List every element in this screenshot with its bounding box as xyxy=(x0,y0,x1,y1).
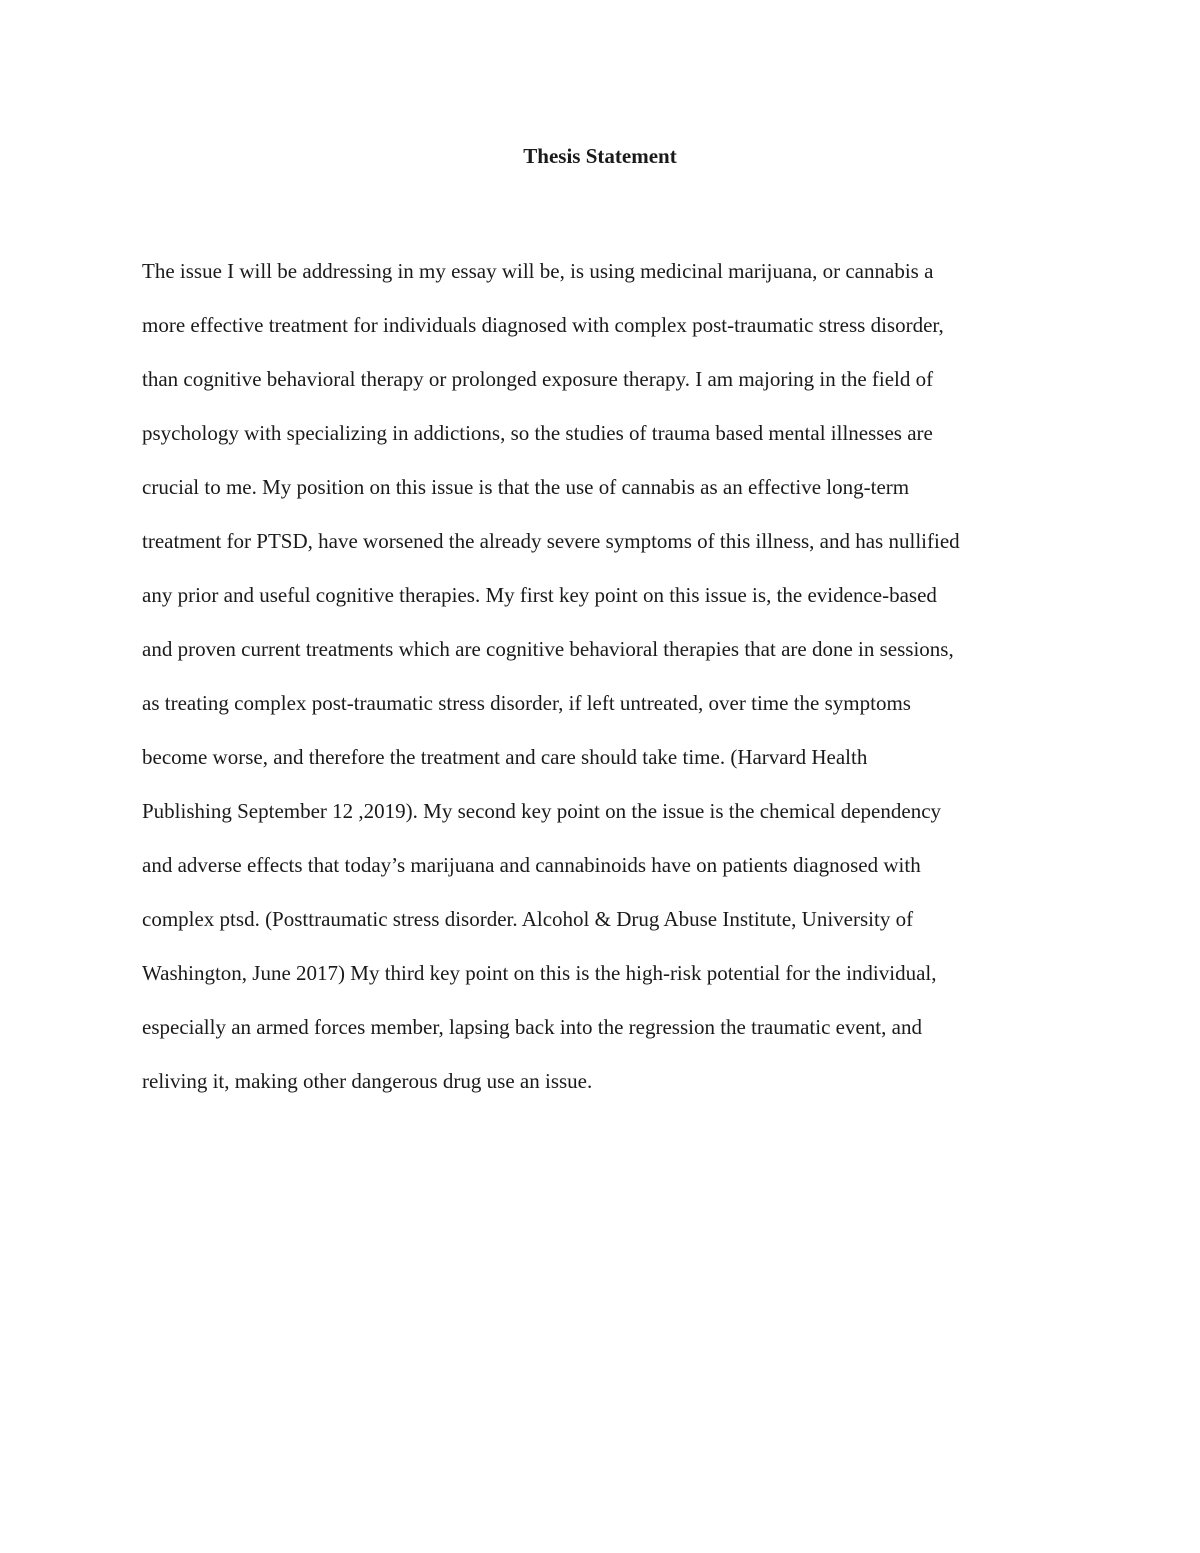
paragraph-line: Washington, June 2017) My third key point on this is the high-risk potential for the individual, xyxy=(142,961,937,985)
body-paragraph xyxy=(142,248,1072,1112)
paragraph-line: and adverse effects that today’s marijuana and cannabinoids have on patients diagnosed with xyxy=(142,853,921,877)
paragraph-line: especially an armed forces member, lapsing back into the regression the traumatic event, and xyxy=(142,1015,922,1039)
paragraph-line: than cognitive behavioral therapy or prolonged exposure therapy. I am majoring in the field of xyxy=(142,367,934,391)
paragraph-line: The issue I will be addressing in my essay will be, is using medicinal marijuana, or cannabis a xyxy=(142,259,934,283)
paragraph-line: and proven current treatments which are cognitive behavioral therapies that are done in sessions, xyxy=(142,637,954,661)
paragraph-line: psychology with specializing in addictions, so the studies of trauma based mental illnesses are xyxy=(142,421,933,445)
paragraph-line: Publishing September 12 ,2019). My second key point on the issue is the chemical dependency xyxy=(142,799,942,823)
paragraph-line: any prior and useful cognitive therapies. My first key point on this issue is, the evidence-based xyxy=(142,583,937,607)
paragraph-line: crucial to me. My position on this issue is that the use of cannabis as an effective long-term xyxy=(142,475,910,499)
paragraph-line: become worse, and therefore the treatment and care should take time. (Harvard Health xyxy=(142,745,868,769)
paragraph-line: complex ptsd. (Posttraumatic stress disorder. Alcohol & Drug Abuse Institute, University of xyxy=(142,907,914,931)
paragraph-line: more effective treatment for individuals diagnosed with complex post-traumatic stress disorder, xyxy=(142,313,944,337)
paragraph-line: treatment for PTSD, have worsened the already severe symptoms of this illness, and has nullified xyxy=(142,529,960,553)
paragraph-line: as treating complex post-traumatic stress disorder, if left untreated, over time the symptoms xyxy=(142,691,911,715)
paragraph-line: reliving it, making other dangerous drug use an issue. xyxy=(142,1069,593,1093)
page-title: Thesis Statement xyxy=(523,144,677,168)
